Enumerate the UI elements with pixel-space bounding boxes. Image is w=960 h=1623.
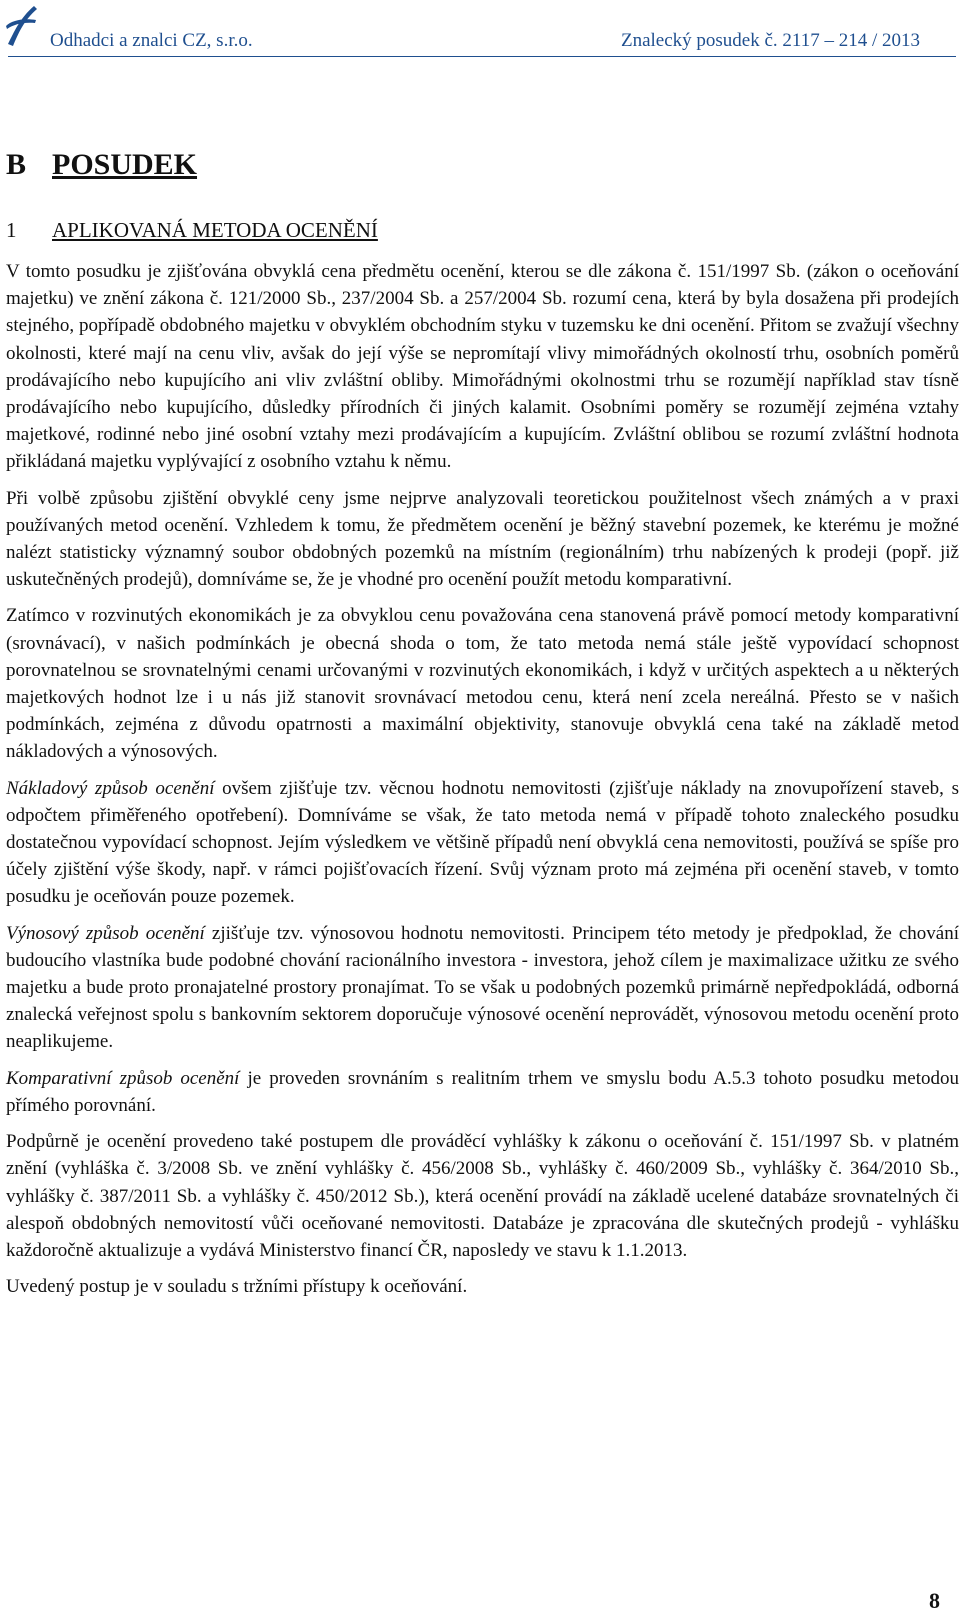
document-body — [6, 258, 959, 1309]
subsection-title: APLIKOVANÁ METODA OCENĚNÍ — [52, 218, 378, 242]
header-company-name: Odhadci a znalci CZ, s.r.o. — [50, 30, 253, 51]
income-method-text: zjišťuje tzv. výnosovou hodnotu nemovitosti. Principem této metody je předpoklad, že chování budoucího vlastníka bude podobné chování racionálního investora - investora, jehož cílem je maximalizace užitku ze svého majetku a bude proto pronajatelné prostory pronajímat. To se však u podobných pozemků primárně nepředpokládá, odborná znalecká veřejnost spolu s bankovním sektorem doporučuje výnosové ocenění neprovádět, výnosovou metodu ocenění proto neaplikujeme. — [6, 922, 959, 1053]
header-divider — [8, 56, 956, 57]
paragraph-comparative-method — [6, 1065, 959, 1119]
paragraph-method-choice: Při volbě způsobu zjištění obvyklé ceny jsme nejprve analyzovali teoretickou použitelnost všech známých a v praxi používaných metod ocenění. Vzhledem k tomu, že předmětem ocenění je běžný stavební pozemek, ke kterému je možné nalézt statisticky významný soubor obdobných pozemků na místním (regionálním) trhu nabízených k prodeji (popř. již uskutečněných prodejů), domníváme se, že je vhodné pro ocenění použít metodu komparativní. — [6, 487, 959, 591]
paragraph-cost-method — [6, 775, 959, 911]
header-report-reference: Znalecký posudek č. 2117 – 214 / 2013 — [620, 30, 920, 51]
company-logo-icon — [4, 2, 38, 48]
comparative-method-term: Komparativní způsob ocenění — [6, 1067, 240, 1089]
comparative-method-text: je proveden srovnáním s realitním trhem ve smyslu bodu A.5.3 tohoto posudku metodou přímého porovnání. — [6, 1067, 959, 1116]
paragraph-developed-economies: Zatímco v rozvinutých ekonomikách je za obvyklou cenu považována cena stanovená právě pomocí metody komparativní (srovnávací), v našich podmínkách je obecná shoda o tom, že tato metoda nemá stále ještě vypovídací schopnost porovnatelnou se srovnatelnými cenami určovanými v rozvinutých ekonomikách, i když v určitých aspektech a u některých majetkových hodnot lze i u nás již stanovit srovnávací metodou cenu, která není zcela nereálná. Přesto se v našich podmínkách, zejména z důvodu opatrnosti a maximální objektivity, stanovuje obvyklá cena také na základě metod nákladových a výnosových. — [6, 605, 959, 763]
section-title: POSUDEK — [52, 148, 198, 181]
section-heading — [6, 148, 197, 182]
cost-method-text: ovšem zjišťuje tzv. věcnou hodnotu nemovitosti (zjišťuje náklady na znovupořízení staveb, s odpočtem přiměřeného opotřebení). Domníváme se však, že tato metoda nemá v případě tohoto znaleckého posudku dostatečnou vypovídací schopnost. Jejím výsledkem ve většině případů není obvyklá cena nemovitosti, používá se spíše pro účely zjištění výše škody, např. v rámci pojišťovacích řízení. Svůj význam proto má zejména při ocenění staveb, v tomto posudku je oceňován pouze pozemek. — [6, 777, 960, 908]
paragraph-income-method — [6, 920, 959, 1056]
page-number: 8 — [929, 1588, 940, 1613]
income-method-term: Výnosový způsob ocenění — [6, 922, 205, 944]
paragraph-market-value-definition: V tomto posudku je zjišťována obvyklá cena předmětu ocenění, kterou se dle zákona č. 151/1997 Sb. (zákon o oceňování majetku) ve znění zákona č. 121/2000 Sb., 237/2004 Sb. a 257/2004 Sb. rozumí cena, která by byla dosažena při prodejích stejného, popřípadě obdobného majetku v obvyklém obchodním styku v tuzemsku ke dni ocenění. Přitom se zvažují všechny okolnosti, které mají na cenu vliv, avšak do její výše se nepromítají vlivy mimořádných okolností trhu, osobních poměrů prodávajícího nebo kupujícího ani vliv zvláštní obliby. Mimořádnými okolnostmi trhu se rozumějí například stav tísně prodávajícího nebo kupujícího, důsledky přírodních či jiných kalamit. Osobními poměry se rozumějí zejména vztahy majetkové, rodinné nebo jiné osobní vztahy mezi prodávajícím a kupujícím. Zvláštní oblibou se rozumí zvláštní hodnota přikládaná majetku vyplývající z osobního vztahu k němu. — [6, 261, 959, 473]
paragraph-conclusion: Uvedený postup je v souladu s tržními přístupy k oceňování. — [6, 1276, 468, 1298]
paragraph-supporting-valuation: Podpůrně je ocenění provedeno také postupem dle prováděcí vyhlášky k zákonu o oceňování č. 151/1997 Sb. v platném znění (vyhláška č. 3/2008 Sb. ve znění vyhlášky č. 456/2008 Sb., vyhlášky č. 460/2009 Sb., vyhlášky č. 364/2010 Sb., vyhlášky č. 387/2011 Sb. a vyhlášky č. 450/2012 Sb.), která ocenění provádí na základě ucelené databáze srovnatelných či alespoň obdobných nemovitostí vůči oceňované nemovitosti. Databáze je zpracována dle skutečných prodejů - vyhlášku každoročně aktualizuje a vydává Ministerstvo financí ČR, naposledy ve stavu k 1.1.2013. — [6, 1131, 959, 1261]
cost-method-term: Nákladový způsob ocenění — [6, 777, 215, 799]
section-letter: B — [6, 148, 27, 181]
page-header — [0, 0, 960, 58]
subsection-heading — [6, 218, 378, 243]
subsection-number: 1 — [6, 218, 17, 242]
